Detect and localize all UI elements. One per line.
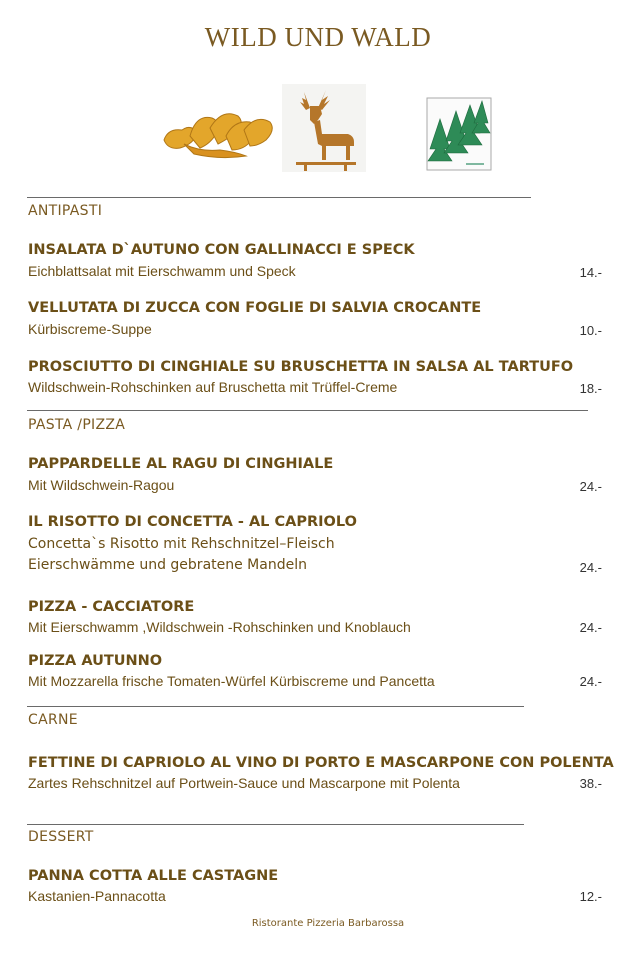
- dish-name: VELLUTATA DI ZUCCA CON FOGLIE DI SALVIA CROCANTE: [28, 300, 482, 316]
- dish-description: Kürbiscreme-Suppe: [28, 321, 152, 337]
- dish-name: PAPPARDELLE AL RAGU DI CINGHIALE: [28, 456, 334, 472]
- divider: [27, 824, 524, 825]
- dish-price: 38.-: [579, 776, 602, 791]
- dish-description-line2: Eierschwämme und gebratene Mandeln: [28, 557, 307, 573]
- section-antipasti: ANTIPASTI: [28, 203, 103, 219]
- dish-name: INSALATA D`AUTUNO CON GALLINACCI E SPECK: [28, 242, 415, 258]
- page-title: WILD UND WALD: [204, 22, 432, 52]
- dish-name: PIZZA AUTUNNO: [28, 653, 163, 669]
- dish-name: FETTINE DI CAPRIOLO AL VINO DI PORTO E MASCARPONE CON POLENTA: [28, 755, 614, 771]
- dish-price: 18.-: [579, 381, 602, 396]
- dish-price: 24.-: [579, 560, 602, 575]
- dish-name: PROSCIUTTO DI CINGHIALE SU BRUSCHETTA IN SALSA AL TARTUFO: [28, 359, 574, 375]
- dish-name: PANNA COTTA ALLE CASTAGNE: [28, 868, 279, 884]
- dish-description: Zartes Rehschnitzel auf Portwein-Sauce und Mascarpone mit Polenta: [28, 775, 460, 791]
- dish-description: Mit Wildschwein-Ragou: [28, 477, 175, 493]
- section-carne: CARNE: [28, 712, 78, 728]
- dish-description: Mit Eierschwamm ,Wildschwein -Rohschinken und Knoblauch: [28, 619, 411, 635]
- deer-image: [282, 84, 366, 172]
- mushroom-image: [160, 100, 280, 160]
- dish-price: 10.-: [579, 323, 602, 338]
- dish-description: Wildschwein-Rohschinken auf Bruschetta mit Trüffel-Creme: [28, 379, 398, 395]
- dish-price: 24.-: [579, 479, 602, 494]
- dish-price: 24.-: [579, 674, 602, 689]
- divider: [27, 197, 531, 198]
- section-dessert: DESSERT: [28, 829, 94, 845]
- fir-trees-image: [426, 97, 492, 171]
- dish-description: Kastanien-Pannacotta: [28, 888, 166, 904]
- dish-description: Eichblattsalat mit Eierschwamm und Speck: [28, 263, 296, 279]
- footer-restaurant-name: Ristorante Pizzeria Barbarossa: [251, 918, 405, 929]
- dish-price: 24.-: [579, 620, 602, 635]
- dish-price: 14.-: [579, 265, 602, 280]
- divider: [27, 706, 524, 707]
- section-pasta-pizza: PASTA /PIZZA: [28, 417, 126, 433]
- dish-price: 12.-: [579, 889, 602, 904]
- dish-name: PIZZA - CACCIATORE: [28, 599, 195, 615]
- dish-name: IL RISOTTO DI CONCETTA - AL CAPRIOLO: [28, 514, 357, 530]
- divider: [27, 410, 588, 411]
- dish-description: Concetta`s Risotto mit Rehschnitzel–Fleisch: [28, 536, 335, 552]
- dish-description: Mit Mozzarella frische Tomaten-Würfel Kürbiscreme und Pancetta: [28, 673, 435, 689]
